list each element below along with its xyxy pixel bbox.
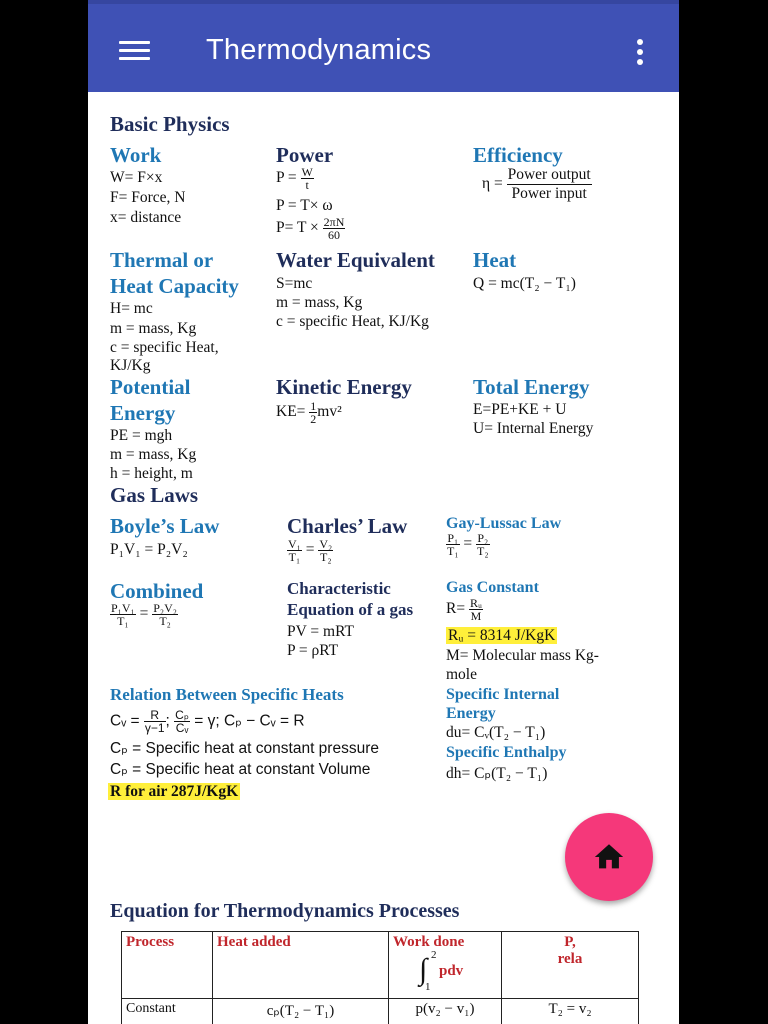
efficiency-formula xyxy=(482,166,592,203)
kinetic-numerator: 1 xyxy=(310,399,317,413)
charles-formula xyxy=(287,538,333,563)
gas-constant-n: Rᵤ xyxy=(469,596,482,610)
total-internal: U= Internal Energy xyxy=(473,420,594,437)
header-pv-relation xyxy=(502,932,639,999)
efficiency-numerator: Power output xyxy=(507,166,591,183)
water-formula: S=mc xyxy=(276,275,313,292)
work-integral xyxy=(393,951,497,991)
charles-n2: V₂ xyxy=(319,537,333,551)
thermal-formula: H= mc xyxy=(110,300,153,317)
total-formula: E=PE+KE + U xyxy=(473,401,567,418)
characteristic-heading-1: Characteristic xyxy=(287,579,391,598)
gay-lussac-heading: Gay-Lussac Law xyxy=(446,515,562,532)
universal-gas-constant xyxy=(446,626,557,645)
water-mass: m = mass, Kg xyxy=(276,294,363,311)
gas-constant-d: M xyxy=(470,609,482,623)
screen xyxy=(88,0,679,1024)
power-formula-1 xyxy=(276,166,314,191)
power-fraction xyxy=(301,166,314,191)
thermal-mass: m = mass, Kg xyxy=(110,320,197,337)
work-formula: W= F×x xyxy=(110,169,163,186)
process-table xyxy=(121,931,639,1024)
work-distance: x= distance xyxy=(110,209,182,226)
header-work-done xyxy=(389,932,502,999)
integral-sign: ∫ xyxy=(419,953,428,986)
power-lhs-3: P= T × xyxy=(276,219,323,237)
universal-gas-constant-highlight: Rᵤ = 8314 J/KgK xyxy=(448,627,556,644)
relation-rhs: = γ; Cₚ − Cᵥ = R xyxy=(189,712,305,730)
table-row xyxy=(122,999,639,1024)
work-force: F= Force, N xyxy=(110,189,186,206)
charles-heading: Charles’ Law xyxy=(287,514,408,538)
molecular-mass-unit: mole xyxy=(446,666,477,683)
power-denominator-3: 60 xyxy=(328,228,340,242)
internal-energy-heading-2: Energy xyxy=(446,705,496,722)
relation-cp-volume: Cₚ = Specific heat at constant Volume xyxy=(110,761,371,778)
kinetic-denominator: 2 xyxy=(310,412,317,426)
charles-d1: T₁ xyxy=(288,550,301,564)
combined-n1: P₁V₁ xyxy=(111,601,135,615)
water-heading: Water Equivalent xyxy=(276,248,435,272)
power-lhs: P = xyxy=(276,169,301,187)
gas-constant-fraction xyxy=(469,597,483,622)
r-for-air-highlight: R for air 287J/KgK xyxy=(110,783,239,800)
integral-expression: pdv xyxy=(439,963,464,979)
potential-mass: m = mass, Kg xyxy=(110,446,197,463)
kinetic-formula xyxy=(276,400,342,425)
thermal-heading-2: Heat Capacity xyxy=(110,274,239,298)
power-numerator-3: 2πN xyxy=(323,215,345,229)
efficiency-denominator: Power input xyxy=(511,185,587,202)
kinetic-lhs: KE= xyxy=(276,403,310,421)
header-process xyxy=(122,932,213,999)
row-relation-t2: T₂ xyxy=(548,1001,563,1017)
thermal-unit: KJ/Kg xyxy=(110,357,151,374)
gay-n1: P₁ xyxy=(447,531,459,545)
section-processes: Equation for Thermodynamics Processes xyxy=(110,900,460,922)
combined-d2: T₂ xyxy=(159,614,171,628)
row-work-done: p(v₂ − v₁) xyxy=(389,999,502,1024)
combined-fraction-1 xyxy=(110,602,136,627)
efficiency-fraction xyxy=(507,166,592,203)
internal-energy-formula: du= Cᵥ(T₂ − T₁) xyxy=(446,724,546,741)
characteristic-formula-1: PV = mRT xyxy=(287,623,354,640)
relation-fraction-2 xyxy=(174,709,190,734)
power-denominator: t xyxy=(305,178,309,192)
relation-n2: Cₚ xyxy=(175,708,189,722)
relation-lhs: Cᵥ = xyxy=(110,712,144,730)
table-header-row xyxy=(122,932,639,999)
combined-d1: T₁ xyxy=(117,614,129,628)
heat-formula: Q = mc(T₂ − T₁) xyxy=(473,275,576,292)
relation-fraction-1 xyxy=(144,709,166,734)
header-process-label: Process xyxy=(126,934,175,950)
charles-fraction-2 xyxy=(318,538,333,563)
relation-formula xyxy=(110,709,305,734)
section-gas-laws: Gas Laws xyxy=(110,483,199,507)
gay-lussac-formula xyxy=(446,532,490,557)
gas-constant-lhs: R= xyxy=(446,600,469,618)
internal-energy-heading-1: Specific Internal xyxy=(446,686,560,703)
home-icon xyxy=(592,840,626,874)
gay-fraction-1 xyxy=(446,532,460,557)
kinetic-rhs: mv² xyxy=(317,403,342,421)
characteristic-heading-2: Equation of a gas xyxy=(287,600,414,619)
power-heading: Power xyxy=(276,143,334,167)
combined-eq: = xyxy=(135,605,153,623)
thermal-heading-1: Thermal or xyxy=(110,248,214,272)
efficiency-heading: Efficiency xyxy=(473,143,563,167)
boyle-formula: P₁V₁ = P₂V₂ xyxy=(110,541,188,558)
integral-lower: 1 xyxy=(425,981,431,993)
relation-d1: γ−1 xyxy=(144,721,165,735)
combined-n2: P₂V₂ xyxy=(153,601,177,615)
potential-heading-2: Energy xyxy=(110,401,176,425)
work-heading: Work xyxy=(110,143,162,167)
relation-cp-pressure: Cₚ = Specific heat at constant pressure xyxy=(110,740,379,757)
relation-sep: ; xyxy=(165,712,175,730)
gay-d1: T₁ xyxy=(447,544,459,558)
potential-height: h = height, m xyxy=(110,465,193,482)
combined-heading: Combined xyxy=(110,579,204,603)
gay-fraction-2 xyxy=(476,532,490,557)
app-title: Thermodynamics xyxy=(206,34,432,66)
power-numerator: W xyxy=(301,165,313,179)
water-specific-heat: c = specific Heat, KJ/Kg xyxy=(276,313,429,330)
kinetic-heading: Kinetic Energy xyxy=(276,375,412,399)
power-fraction-3 xyxy=(323,216,346,241)
right-letterbox xyxy=(679,0,768,1024)
row-heat-added: cₚ(T₂ − T₁) xyxy=(213,999,389,1024)
app-bar xyxy=(88,0,679,92)
characteristic-formula-2: P = ρRT xyxy=(287,642,339,659)
section-basic-physics: Basic Physics xyxy=(110,112,230,136)
thermal-specific-heat: c = specific Heat, xyxy=(110,339,219,356)
efficiency-lhs: η = xyxy=(482,175,507,193)
enthalpy-formula: dh= Cₚ(T₂ − T₁) xyxy=(446,765,548,782)
heat-heading: Heat xyxy=(473,248,517,272)
combined-formula xyxy=(110,602,178,627)
row-process: Constant xyxy=(122,999,213,1024)
relation-d2: Cᵥ xyxy=(175,721,189,735)
header-pv-label: P, xyxy=(564,934,576,950)
header-heat-added xyxy=(213,932,389,999)
charles-d2: T₂ xyxy=(320,550,332,564)
relation-n1: R xyxy=(144,709,166,722)
enthalpy-heading: Specific Enthalpy xyxy=(446,744,567,761)
row-relation-v2: v₂ xyxy=(578,1001,592,1017)
header-heat-added-label: Heat added xyxy=(217,934,291,950)
gas-constant-heading: Gas Constant xyxy=(446,579,539,596)
home-button[interactable] xyxy=(565,813,653,901)
integral-upper: 2 xyxy=(431,949,437,961)
charles-n1: V₁ xyxy=(288,537,301,551)
header-work-done-label: Work done xyxy=(393,934,465,950)
power-formula-3 xyxy=(276,216,345,241)
relation-heading: Relation Between Specific Heats xyxy=(110,685,344,704)
gay-n2: P₂ xyxy=(477,531,489,545)
charles-fraction-1 xyxy=(287,538,302,563)
left-letterbox xyxy=(0,0,88,1024)
r-for-air xyxy=(108,782,240,801)
more-vertical-icon[interactable] xyxy=(637,39,643,65)
row-relation: T₂ = v₂ xyxy=(502,999,639,1024)
header-relation-label: rela xyxy=(557,951,583,967)
charles-eq: = xyxy=(301,541,319,559)
total-heading: Total Energy xyxy=(473,375,590,399)
power-formula-2: P = T× ω xyxy=(276,197,333,214)
gay-eq: = xyxy=(459,535,477,553)
combined-fraction-2 xyxy=(152,602,178,627)
potential-formula: PE = mgh xyxy=(110,427,173,444)
boyle-heading: Boyle’s Law xyxy=(110,514,220,538)
potential-heading-1: Potential xyxy=(110,375,191,399)
gay-d2: T₂ xyxy=(477,544,489,558)
molecular-mass: M= Molecular mass Kg- xyxy=(446,647,599,664)
gas-constant-formula xyxy=(446,597,483,622)
hamburger-menu-icon[interactable] xyxy=(119,41,150,61)
